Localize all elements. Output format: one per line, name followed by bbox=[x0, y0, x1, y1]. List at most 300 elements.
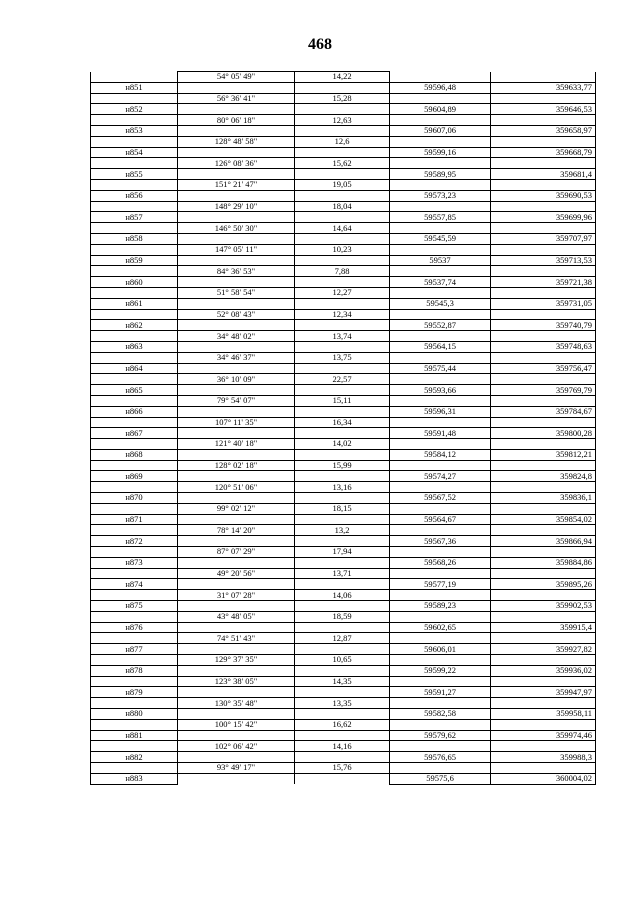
segment-length-cell: 16,34 bbox=[295, 417, 390, 428]
point-name-cell bbox=[91, 503, 178, 514]
y-coordinate-cell: 359699,96 bbox=[491, 212, 596, 223]
point-name-cell bbox=[91, 201, 178, 212]
y-coordinate-cell bbox=[491, 93, 596, 104]
segment-row bbox=[91, 590, 596, 601]
y-coordinate-cell bbox=[491, 590, 596, 601]
direction-angle-cell bbox=[178, 125, 295, 136]
direction-angle-cell: 130° 35' 48" bbox=[178, 698, 295, 709]
segment-row bbox=[91, 655, 596, 666]
direction-angle-cell bbox=[178, 428, 295, 439]
segment-row bbox=[91, 93, 596, 104]
x-coordinate-cell bbox=[390, 331, 491, 342]
y-coordinate-cell: 359658,97 bbox=[491, 125, 596, 136]
direction-angle-cell: 84° 36' 53" bbox=[178, 266, 295, 277]
direction-angle-cell bbox=[178, 82, 295, 93]
x-coordinate-cell: 59576,65 bbox=[390, 752, 491, 763]
segment-length-cell bbox=[295, 190, 390, 201]
point-name-cell bbox=[91, 136, 178, 147]
point-name-cell: н868 bbox=[91, 449, 178, 460]
x-coordinate-cell bbox=[390, 547, 491, 558]
x-coordinate-cell bbox=[390, 698, 491, 709]
segment-length-cell bbox=[295, 125, 390, 136]
direction-angle-cell bbox=[178, 773, 295, 784]
point-name-cell bbox=[91, 590, 178, 601]
point-row bbox=[91, 493, 596, 504]
point-name-cell bbox=[91, 395, 178, 406]
direction-angle-cell bbox=[178, 385, 295, 396]
segment-length-cell bbox=[295, 471, 390, 482]
coordinates-table bbox=[90, 71, 596, 785]
direction-angle-cell: 43° 48' 05" bbox=[178, 611, 295, 622]
segment-length-cell bbox=[295, 104, 390, 115]
segment-length-cell: 7,88 bbox=[295, 266, 390, 277]
point-name-cell bbox=[91, 179, 178, 190]
x-coordinate-cell: 59584,12 bbox=[390, 449, 491, 460]
point-name-cell bbox=[91, 460, 178, 471]
y-coordinate-cell bbox=[491, 698, 596, 709]
direction-angle-cell bbox=[178, 298, 295, 309]
y-coordinate-cell: 359866,94 bbox=[491, 536, 596, 547]
point-name-cell bbox=[91, 568, 178, 579]
x-coordinate-cell: 59564,67 bbox=[390, 514, 491, 525]
segment-length-cell bbox=[295, 147, 390, 158]
segment-row bbox=[91, 201, 596, 212]
direction-angle-cell bbox=[178, 622, 295, 633]
point-name-cell bbox=[91, 352, 178, 363]
direction-angle-cell: 74° 51' 43" bbox=[178, 633, 295, 644]
segment-length-cell: 10,23 bbox=[295, 244, 390, 255]
x-coordinate-cell bbox=[390, 676, 491, 687]
x-coordinate-cell bbox=[390, 655, 491, 666]
direction-angle-cell bbox=[178, 255, 295, 266]
y-coordinate-cell bbox=[491, 655, 596, 666]
segment-row bbox=[91, 266, 596, 277]
y-coordinate-cell: 359748,63 bbox=[491, 341, 596, 352]
direction-angle-cell bbox=[178, 169, 295, 180]
y-coordinate-cell bbox=[491, 309, 596, 320]
x-coordinate-cell: 59591,48 bbox=[390, 428, 491, 439]
direction-angle-cell: 78° 14' 20" bbox=[178, 525, 295, 536]
y-coordinate-cell bbox=[491, 266, 596, 277]
y-coordinate-cell bbox=[491, 352, 596, 363]
direction-angle-cell: 31° 07' 28" bbox=[178, 590, 295, 601]
point-row bbox=[91, 471, 596, 482]
point-row bbox=[91, 665, 596, 676]
segment-row bbox=[91, 676, 596, 687]
point-name-cell: н854 bbox=[91, 147, 178, 158]
page-number: 468 bbox=[308, 36, 332, 53]
direction-angle-cell: 107° 11' 35" bbox=[178, 417, 295, 428]
segment-row bbox=[91, 223, 596, 234]
direction-angle-cell bbox=[178, 752, 295, 763]
segment-row bbox=[91, 460, 596, 471]
x-coordinate-cell: 59606,01 bbox=[390, 644, 491, 655]
point-name-cell bbox=[91, 309, 178, 320]
segment-row bbox=[91, 136, 596, 147]
direction-angle-cell bbox=[178, 493, 295, 504]
direction-angle-cell bbox=[178, 514, 295, 525]
segment-length-cell: 12,87 bbox=[295, 633, 390, 644]
direction-angle-cell: 52° 08' 43" bbox=[178, 309, 295, 320]
point-name-cell: н874 bbox=[91, 579, 178, 590]
x-coordinate-cell bbox=[390, 439, 491, 450]
segment-length-cell: 16,62 bbox=[295, 719, 390, 730]
segment-length-cell bbox=[295, 579, 390, 590]
segment-row bbox=[91, 395, 596, 406]
point-name-cell bbox=[91, 611, 178, 622]
y-coordinate-cell bbox=[491, 568, 596, 579]
point-name-cell bbox=[91, 417, 178, 428]
segment-row bbox=[91, 525, 596, 536]
point-name-cell bbox=[91, 72, 178, 83]
x-coordinate-cell: 59593,66 bbox=[390, 385, 491, 396]
x-coordinate-cell bbox=[390, 93, 491, 104]
segment-length-cell: 13,75 bbox=[295, 352, 390, 363]
segment-row bbox=[91, 158, 596, 169]
y-coordinate-cell: 359784,67 bbox=[491, 406, 596, 417]
x-coordinate-cell: 59574,27 bbox=[390, 471, 491, 482]
direction-angle-cell bbox=[178, 277, 295, 288]
point-row bbox=[91, 341, 596, 352]
segment-row bbox=[91, 719, 596, 730]
x-coordinate-cell: 59582,58 bbox=[390, 709, 491, 720]
segment-length-cell bbox=[295, 709, 390, 720]
point-name-cell: н863 bbox=[91, 341, 178, 352]
segment-row bbox=[91, 179, 596, 190]
x-coordinate-cell bbox=[390, 741, 491, 752]
x-coordinate-cell: 59591,27 bbox=[390, 687, 491, 698]
point-name-cell: н859 bbox=[91, 255, 178, 266]
y-coordinate-cell: 359756,47 bbox=[491, 363, 596, 374]
x-coordinate-cell: 59599,16 bbox=[390, 147, 491, 158]
segment-length-cell bbox=[295, 536, 390, 547]
point-row bbox=[91, 255, 596, 266]
segment-row bbox=[91, 698, 596, 709]
point-row bbox=[91, 190, 596, 201]
point-name-cell: н851 bbox=[91, 82, 178, 93]
x-coordinate-cell bbox=[390, 158, 491, 169]
x-coordinate-cell bbox=[390, 395, 491, 406]
point-row bbox=[91, 104, 596, 115]
y-coordinate-cell: 359915,4 bbox=[491, 622, 596, 633]
point-row bbox=[91, 557, 596, 568]
segment-length-cell: 14,35 bbox=[295, 676, 390, 687]
direction-angle-cell bbox=[178, 449, 295, 460]
direction-angle-cell: 147° 05' 11" bbox=[178, 244, 295, 255]
direction-angle-cell: 126° 08' 36" bbox=[178, 158, 295, 169]
y-coordinate-cell bbox=[491, 741, 596, 752]
segment-length-cell: 18,04 bbox=[295, 201, 390, 212]
point-name-cell: н855 bbox=[91, 169, 178, 180]
point-name-cell bbox=[91, 482, 178, 493]
direction-angle-cell: 151° 21' 47" bbox=[178, 179, 295, 190]
direction-angle-cell: 146° 50' 30" bbox=[178, 223, 295, 234]
direction-angle-cell: 128° 48' 58" bbox=[178, 136, 295, 147]
y-coordinate-cell: 359974,46 bbox=[491, 730, 596, 741]
point-name-cell: н871 bbox=[91, 514, 178, 525]
segment-length-cell: 12,34 bbox=[295, 309, 390, 320]
segment-length-cell: 18,15 bbox=[295, 503, 390, 514]
point-name-cell: н866 bbox=[91, 406, 178, 417]
direction-angle-cell: 79° 54' 07" bbox=[178, 395, 295, 406]
direction-angle-cell: 128° 02' 18" bbox=[178, 460, 295, 471]
y-coordinate-cell bbox=[491, 676, 596, 687]
direction-angle-cell: 34° 46' 37" bbox=[178, 352, 295, 363]
direction-angle-cell bbox=[178, 406, 295, 417]
segment-length-cell: 10,65 bbox=[295, 655, 390, 666]
x-coordinate-cell: 59596,31 bbox=[390, 406, 491, 417]
point-name-cell: н865 bbox=[91, 385, 178, 396]
direction-angle-cell: 51° 58' 54" bbox=[178, 287, 295, 298]
point-name-cell: н861 bbox=[91, 298, 178, 309]
segment-length-cell bbox=[295, 255, 390, 266]
point-row bbox=[91, 514, 596, 525]
point-row bbox=[91, 82, 596, 93]
segment-length-cell: 19,05 bbox=[295, 179, 390, 190]
x-coordinate-cell bbox=[390, 115, 491, 126]
point-name-cell: н856 bbox=[91, 190, 178, 201]
segment-length-cell: 12,6 bbox=[295, 136, 390, 147]
direction-angle-cell bbox=[178, 536, 295, 547]
segment-row bbox=[91, 417, 596, 428]
direction-angle-cell: 56° 36' 41" bbox=[178, 93, 295, 104]
x-coordinate-cell bbox=[390, 525, 491, 536]
point-name-cell: н873 bbox=[91, 557, 178, 568]
x-coordinate-cell bbox=[390, 633, 491, 644]
point-row bbox=[91, 298, 596, 309]
segment-length-cell bbox=[295, 428, 390, 439]
segment-length-cell bbox=[295, 298, 390, 309]
y-coordinate-cell: 359884,86 bbox=[491, 557, 596, 568]
point-name-cell: н852 bbox=[91, 104, 178, 115]
point-row bbox=[91, 428, 596, 439]
direction-angle-cell bbox=[178, 341, 295, 352]
point-name-cell: н864 bbox=[91, 363, 178, 374]
segment-length-cell: 18,59 bbox=[295, 611, 390, 622]
segment-length-cell: 14,64 bbox=[295, 223, 390, 234]
direction-angle-cell bbox=[178, 212, 295, 223]
y-coordinate-cell: 359707,97 bbox=[491, 233, 596, 244]
direction-angle-cell: 54° 05' 49" bbox=[178, 72, 295, 83]
segment-length-cell: 14,16 bbox=[295, 741, 390, 752]
segment-length-cell bbox=[295, 601, 390, 612]
direction-angle-cell: 120° 51' 06" bbox=[178, 482, 295, 493]
direction-angle-cell bbox=[178, 709, 295, 720]
direction-angle-cell bbox=[178, 730, 295, 741]
segment-row bbox=[91, 568, 596, 579]
point-name-cell: н860 bbox=[91, 277, 178, 288]
direction-angle-cell bbox=[178, 104, 295, 115]
segment-length-cell: 14,22 bbox=[295, 72, 390, 83]
y-coordinate-cell bbox=[491, 525, 596, 536]
x-coordinate-cell: 59573,23 bbox=[390, 190, 491, 201]
segment-length-cell bbox=[295, 687, 390, 698]
point-name-cell: н881 bbox=[91, 730, 178, 741]
direction-angle-cell bbox=[178, 557, 295, 568]
y-coordinate-cell: 359731,05 bbox=[491, 298, 596, 309]
x-coordinate-cell: 59599,22 bbox=[390, 665, 491, 676]
direction-angle-cell bbox=[178, 190, 295, 201]
segment-length-cell: 22,57 bbox=[295, 374, 390, 385]
coordinates-table-body bbox=[91, 72, 596, 785]
segment-length-cell: 13,71 bbox=[295, 568, 390, 579]
direction-angle-cell bbox=[178, 147, 295, 158]
segment-length-cell: 13,35 bbox=[295, 698, 390, 709]
y-coordinate-cell: 359633,77 bbox=[491, 82, 596, 93]
point-row bbox=[91, 709, 596, 720]
direction-angle-cell bbox=[178, 687, 295, 698]
x-coordinate-cell: 59589,23 bbox=[390, 601, 491, 612]
x-coordinate-cell bbox=[390, 72, 491, 83]
direction-angle-cell bbox=[178, 579, 295, 590]
point-name-cell: н877 bbox=[91, 644, 178, 655]
segment-length-cell bbox=[295, 665, 390, 676]
y-coordinate-cell bbox=[491, 136, 596, 147]
y-coordinate-cell: 359646,53 bbox=[491, 104, 596, 115]
y-coordinate-cell bbox=[491, 611, 596, 622]
segment-length-cell bbox=[295, 406, 390, 417]
x-coordinate-cell: 59564,15 bbox=[390, 341, 491, 352]
y-coordinate-cell: 359854,02 bbox=[491, 514, 596, 525]
segment-length-cell bbox=[295, 773, 390, 784]
x-coordinate-cell bbox=[390, 223, 491, 234]
x-coordinate-cell bbox=[390, 374, 491, 385]
x-coordinate-cell bbox=[390, 244, 491, 255]
x-coordinate-cell: 59537,74 bbox=[390, 277, 491, 288]
direction-angle-cell bbox=[178, 665, 295, 676]
y-coordinate-cell: 359836,1 bbox=[491, 493, 596, 504]
point-row bbox=[91, 536, 596, 547]
x-coordinate-cell: 59545,3 bbox=[390, 298, 491, 309]
segment-length-cell: 15,76 bbox=[295, 763, 390, 774]
segment-row bbox=[91, 244, 596, 255]
y-coordinate-cell bbox=[491, 719, 596, 730]
segment-row bbox=[91, 611, 596, 622]
x-coordinate-cell bbox=[390, 287, 491, 298]
point-row bbox=[91, 320, 596, 331]
x-coordinate-cell bbox=[390, 352, 491, 363]
direction-angle-cell: 36° 10' 09" bbox=[178, 374, 295, 385]
point-name-cell: н879 bbox=[91, 687, 178, 698]
segment-length-cell bbox=[295, 233, 390, 244]
direction-angle-cell: 102° 06' 42" bbox=[178, 741, 295, 752]
point-row bbox=[91, 579, 596, 590]
point-row bbox=[91, 773, 596, 784]
point-name-cell: н880 bbox=[91, 709, 178, 720]
segment-length-cell bbox=[295, 82, 390, 93]
segment-length-cell bbox=[295, 557, 390, 568]
segment-row bbox=[91, 287, 596, 298]
segment-length-cell bbox=[295, 320, 390, 331]
direction-angle-cell: 49° 20' 56" bbox=[178, 568, 295, 579]
direction-angle-cell bbox=[178, 363, 295, 374]
y-coordinate-cell: 359812,21 bbox=[491, 449, 596, 460]
y-coordinate-cell bbox=[491, 763, 596, 774]
segment-row bbox=[91, 547, 596, 558]
y-coordinate-cell bbox=[491, 331, 596, 342]
point-row bbox=[91, 125, 596, 136]
segment-length-cell bbox=[295, 277, 390, 288]
point-name-cell: н876 bbox=[91, 622, 178, 633]
segment-length-cell: 12,27 bbox=[295, 287, 390, 298]
segment-row bbox=[91, 763, 596, 774]
point-name-cell bbox=[91, 93, 178, 104]
segment-length-cell bbox=[295, 493, 390, 504]
point-name-cell bbox=[91, 374, 178, 385]
point-row bbox=[91, 212, 596, 223]
y-coordinate-cell bbox=[491, 482, 596, 493]
y-coordinate-cell bbox=[491, 503, 596, 514]
x-coordinate-cell bbox=[390, 460, 491, 471]
y-coordinate-cell: 359690,53 bbox=[491, 190, 596, 201]
x-coordinate-cell bbox=[390, 719, 491, 730]
x-coordinate-cell: 59552,87 bbox=[390, 320, 491, 331]
direction-angle-cell: 34° 48' 02" bbox=[178, 331, 295, 342]
point-name-cell bbox=[91, 698, 178, 709]
point-row bbox=[91, 147, 596, 158]
direction-angle-cell: 93° 49' 17" bbox=[178, 763, 295, 774]
x-coordinate-cell bbox=[390, 417, 491, 428]
x-coordinate-cell: 59567,52 bbox=[390, 493, 491, 504]
y-coordinate-cell: 359721,38 bbox=[491, 277, 596, 288]
point-name-cell: н872 bbox=[91, 536, 178, 547]
y-coordinate-cell bbox=[491, 374, 596, 385]
segment-row bbox=[91, 439, 596, 450]
segment-length-cell bbox=[295, 385, 390, 396]
x-coordinate-cell: 59557,85 bbox=[390, 212, 491, 223]
y-coordinate-cell bbox=[491, 395, 596, 406]
segment-length-cell: 15,28 bbox=[295, 93, 390, 104]
y-coordinate-cell: 359681,4 bbox=[491, 169, 596, 180]
segment-length-cell: 13,2 bbox=[295, 525, 390, 536]
segment-length-cell bbox=[295, 514, 390, 525]
y-coordinate-cell bbox=[491, 547, 596, 558]
segment-length-cell: 17,94 bbox=[295, 547, 390, 558]
x-coordinate-cell: 59537 bbox=[390, 255, 491, 266]
y-coordinate-cell: 359769,79 bbox=[491, 385, 596, 396]
point-name-cell bbox=[91, 763, 178, 774]
point-row bbox=[91, 385, 596, 396]
point-row bbox=[91, 406, 596, 417]
point-name-cell bbox=[91, 331, 178, 342]
y-coordinate-cell: 359936,02 bbox=[491, 665, 596, 676]
point-name-cell bbox=[91, 287, 178, 298]
point-row bbox=[91, 449, 596, 460]
y-coordinate-cell bbox=[491, 72, 596, 83]
x-coordinate-cell: 59568,26 bbox=[390, 557, 491, 568]
point-name-cell bbox=[91, 223, 178, 234]
point-row bbox=[91, 752, 596, 763]
x-coordinate-cell bbox=[390, 763, 491, 774]
segment-length-cell: 15,11 bbox=[295, 395, 390, 406]
segment-length-cell: 15,99 bbox=[295, 460, 390, 471]
point-row bbox=[91, 363, 596, 374]
x-coordinate-cell bbox=[390, 590, 491, 601]
segment-row bbox=[91, 503, 596, 514]
segment-row bbox=[91, 309, 596, 320]
point-name-cell: н882 bbox=[91, 752, 178, 763]
direction-angle-cell: 99° 02' 12" bbox=[178, 503, 295, 514]
point-name-cell: н870 bbox=[91, 493, 178, 504]
y-coordinate-cell: 359988,3 bbox=[491, 752, 596, 763]
point-row bbox=[91, 233, 596, 244]
segment-row bbox=[91, 72, 596, 83]
y-coordinate-cell: 360004,02 bbox=[491, 773, 596, 784]
y-coordinate-cell bbox=[491, 633, 596, 644]
y-coordinate-cell: 359927,82 bbox=[491, 644, 596, 655]
y-coordinate-cell bbox=[491, 115, 596, 126]
segment-length-cell: 15,62 bbox=[295, 158, 390, 169]
